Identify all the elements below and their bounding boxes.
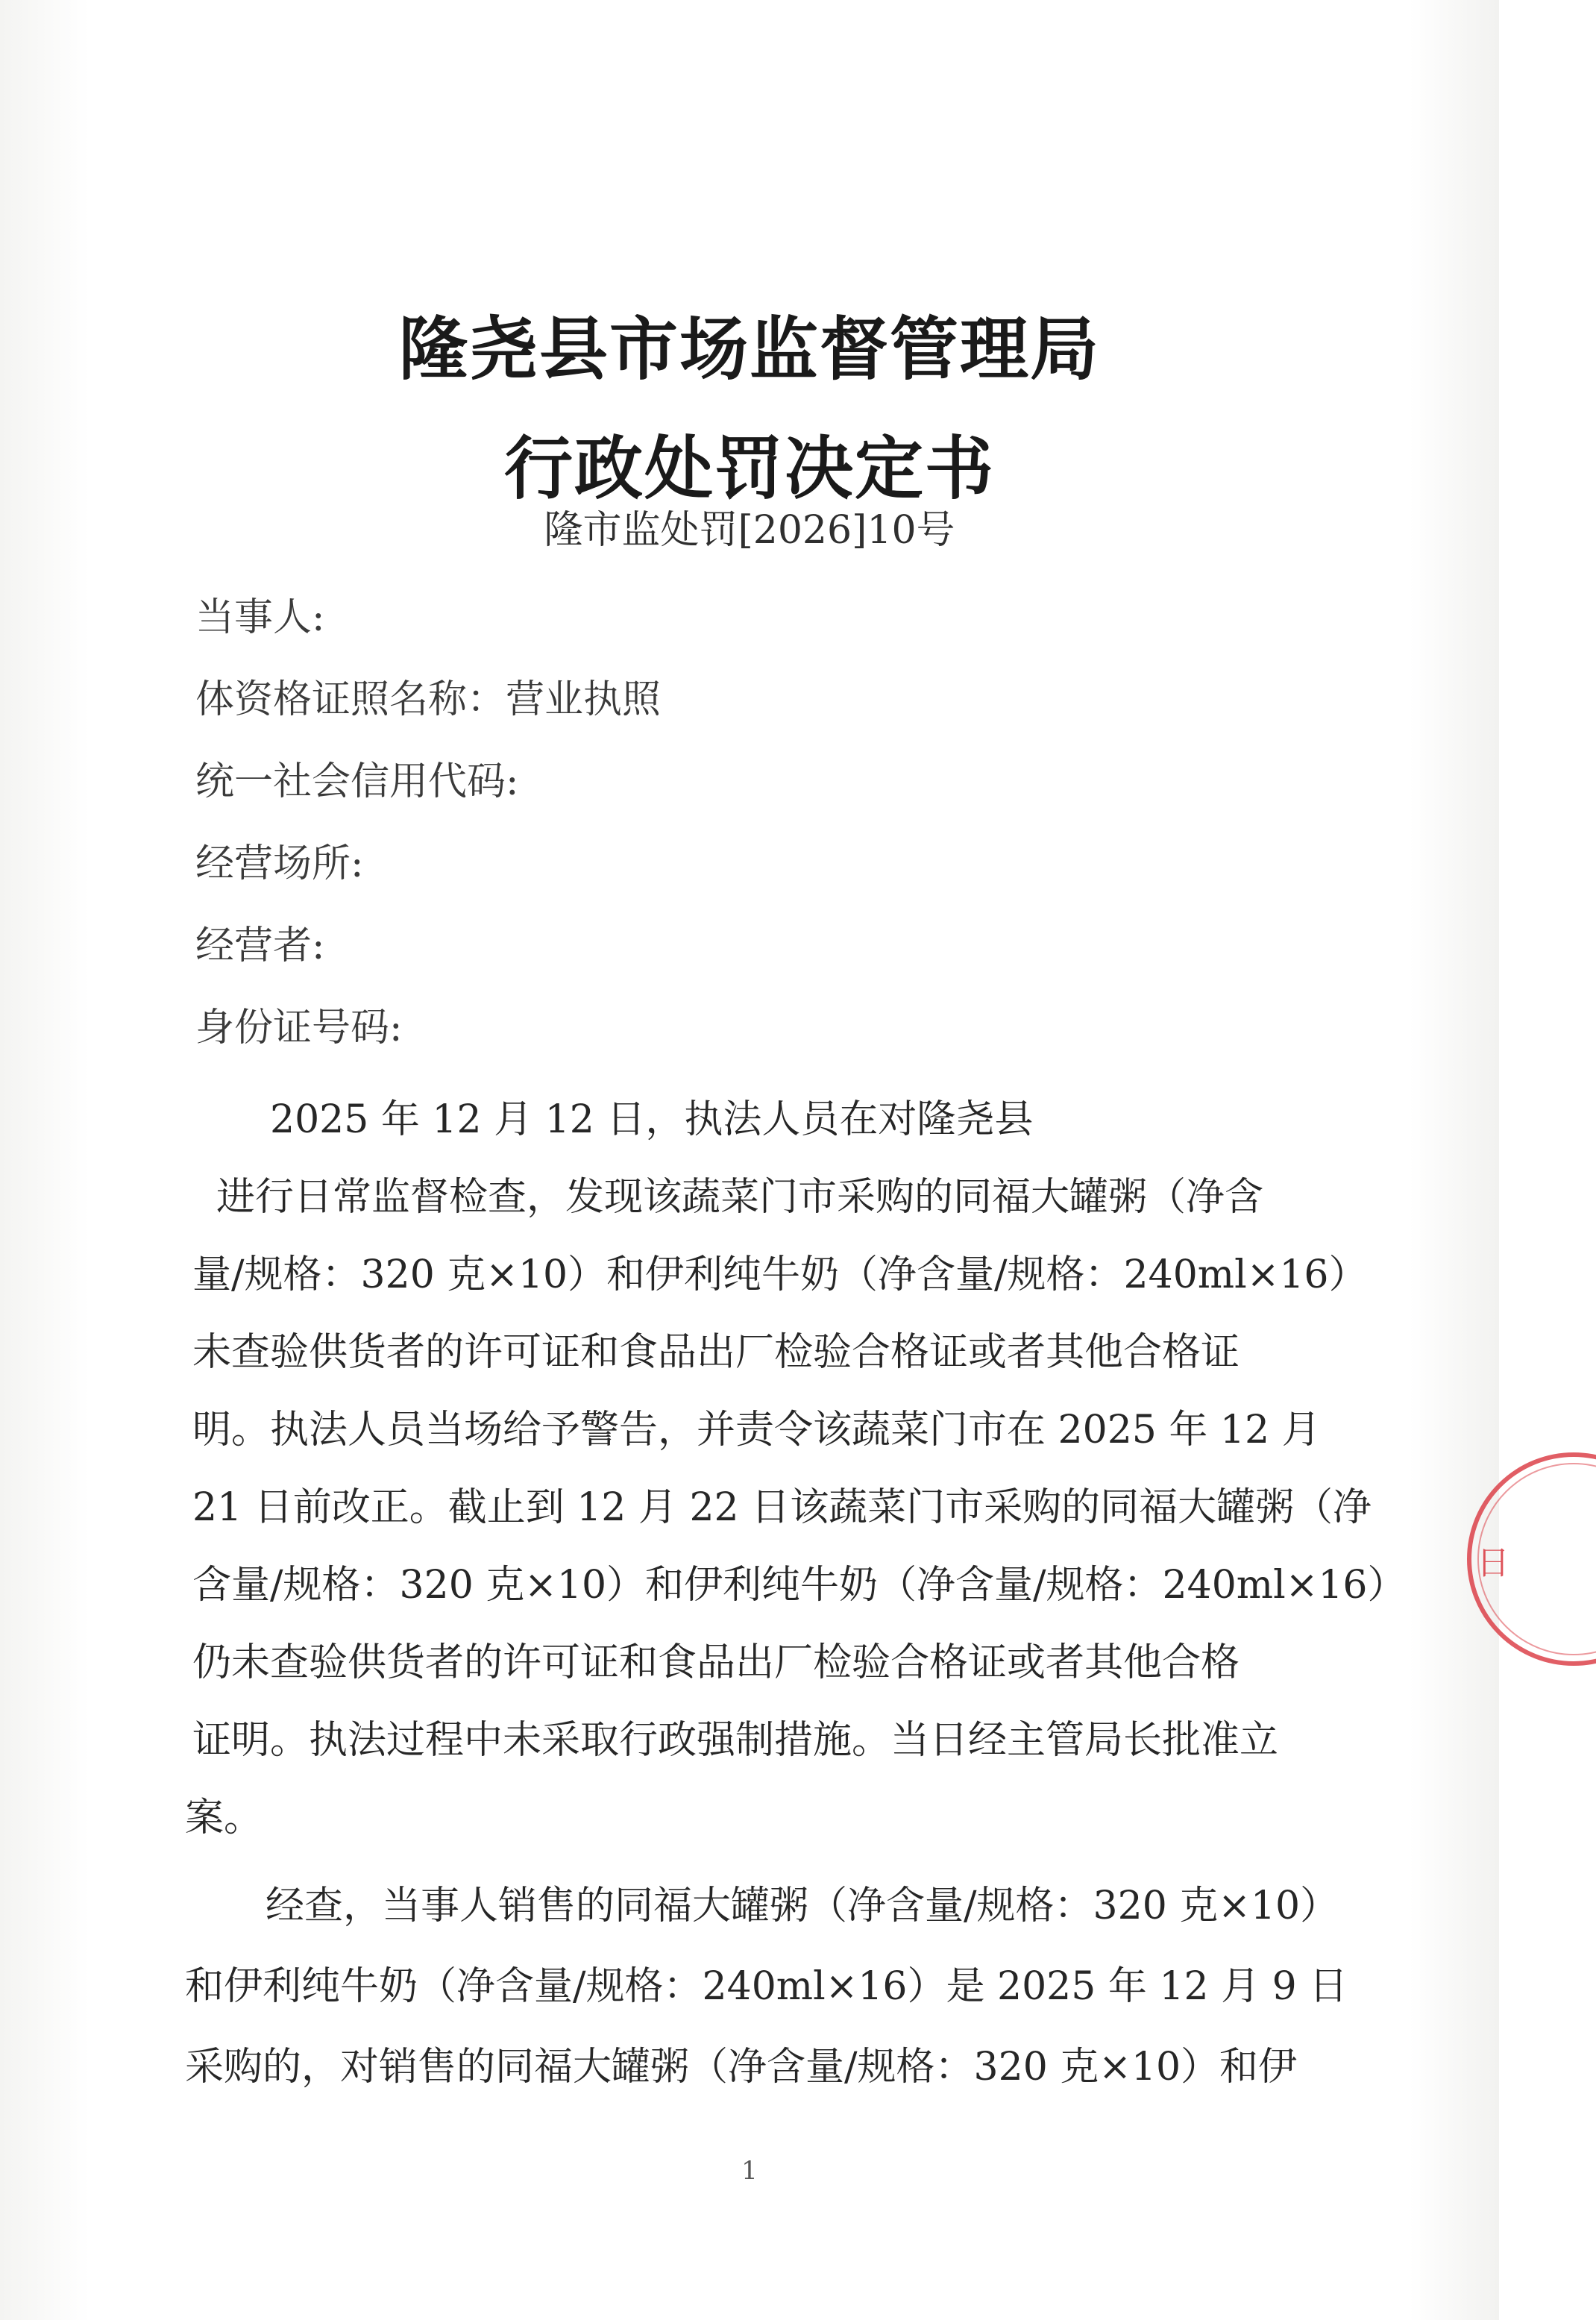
body-line: 未查验供货者的许可证和食品出厂检验合格证或者其他合格证 bbox=[192, 1330, 1240, 1375]
body-line: 进行日常监督检查，发现该蔬菜门市采购的同福大罐粥（净含 bbox=[216, 1175, 1264, 1220]
field-party: 当事人: bbox=[195, 595, 325, 640]
body-line: 含量/规格：320 克×10）和伊利纯牛奶（净含量/规格：240ml×16） bbox=[192, 1563, 1407, 1608]
seal-text: 日 bbox=[1477, 1544, 1509, 1582]
body-line: 明。执法人员当场给予警告，并责令该蔬菜门市在 2025 年 12 月 bbox=[192, 1408, 1321, 1452]
body-line: 仍未查验供货者的许可证和食品出厂检验合格证或者其他合格 bbox=[192, 1640, 1240, 1685]
document-number: 隆市监处罚[2026]10号 bbox=[544, 508, 955, 553]
field-id-number: 身份证号码: bbox=[195, 1006, 403, 1050]
body-line: 2025 年 12 月 12 日，执法人员在对隆尧县 bbox=[270, 1097, 1034, 1142]
page-number: 1 bbox=[741, 2156, 758, 2186]
body-line: 证明。执法过程中未采取行政强制措施。当日经主管局长批准立 bbox=[192, 1718, 1279, 1763]
body-line: 经查，当事人销售的同福大罐粥（净含量/规格：320 克×10） bbox=[266, 1884, 1339, 1928]
document-type-title: 行政处罚决定书 bbox=[503, 429, 995, 509]
body-line: 案。 bbox=[185, 1796, 263, 1840]
body-line: 采购的，对销售的同福大罐粥（净含量/规格：320 克×10）和伊 bbox=[185, 2045, 1298, 2089]
official-seal-icon bbox=[1454, 1440, 1596, 1678]
field-operator: 经营者: bbox=[195, 924, 325, 968]
body-line: 21 日前改正。截止到 12 月 22 日该蔬菜门市采购的同福大罐粥（净 bbox=[192, 1485, 1372, 1530]
field-business-address: 经营场所: bbox=[195, 841, 364, 886]
agency-title: 隆尧县市场监督管理局 bbox=[398, 310, 1100, 389]
field-license-name: 体资格证照名称：营业执照 bbox=[195, 677, 662, 722]
body-line: 量/规格：320 克×10）和伊利纯牛奶（净含量/规格：240ml×16） bbox=[192, 1253, 1368, 1297]
field-credit-code: 统一社会信用代码: bbox=[195, 759, 519, 804]
body-line: 和伊利纯牛奶（净含量/规格：240ml×16）是 2025 年 12 月 9 日 bbox=[185, 1964, 1348, 2009]
